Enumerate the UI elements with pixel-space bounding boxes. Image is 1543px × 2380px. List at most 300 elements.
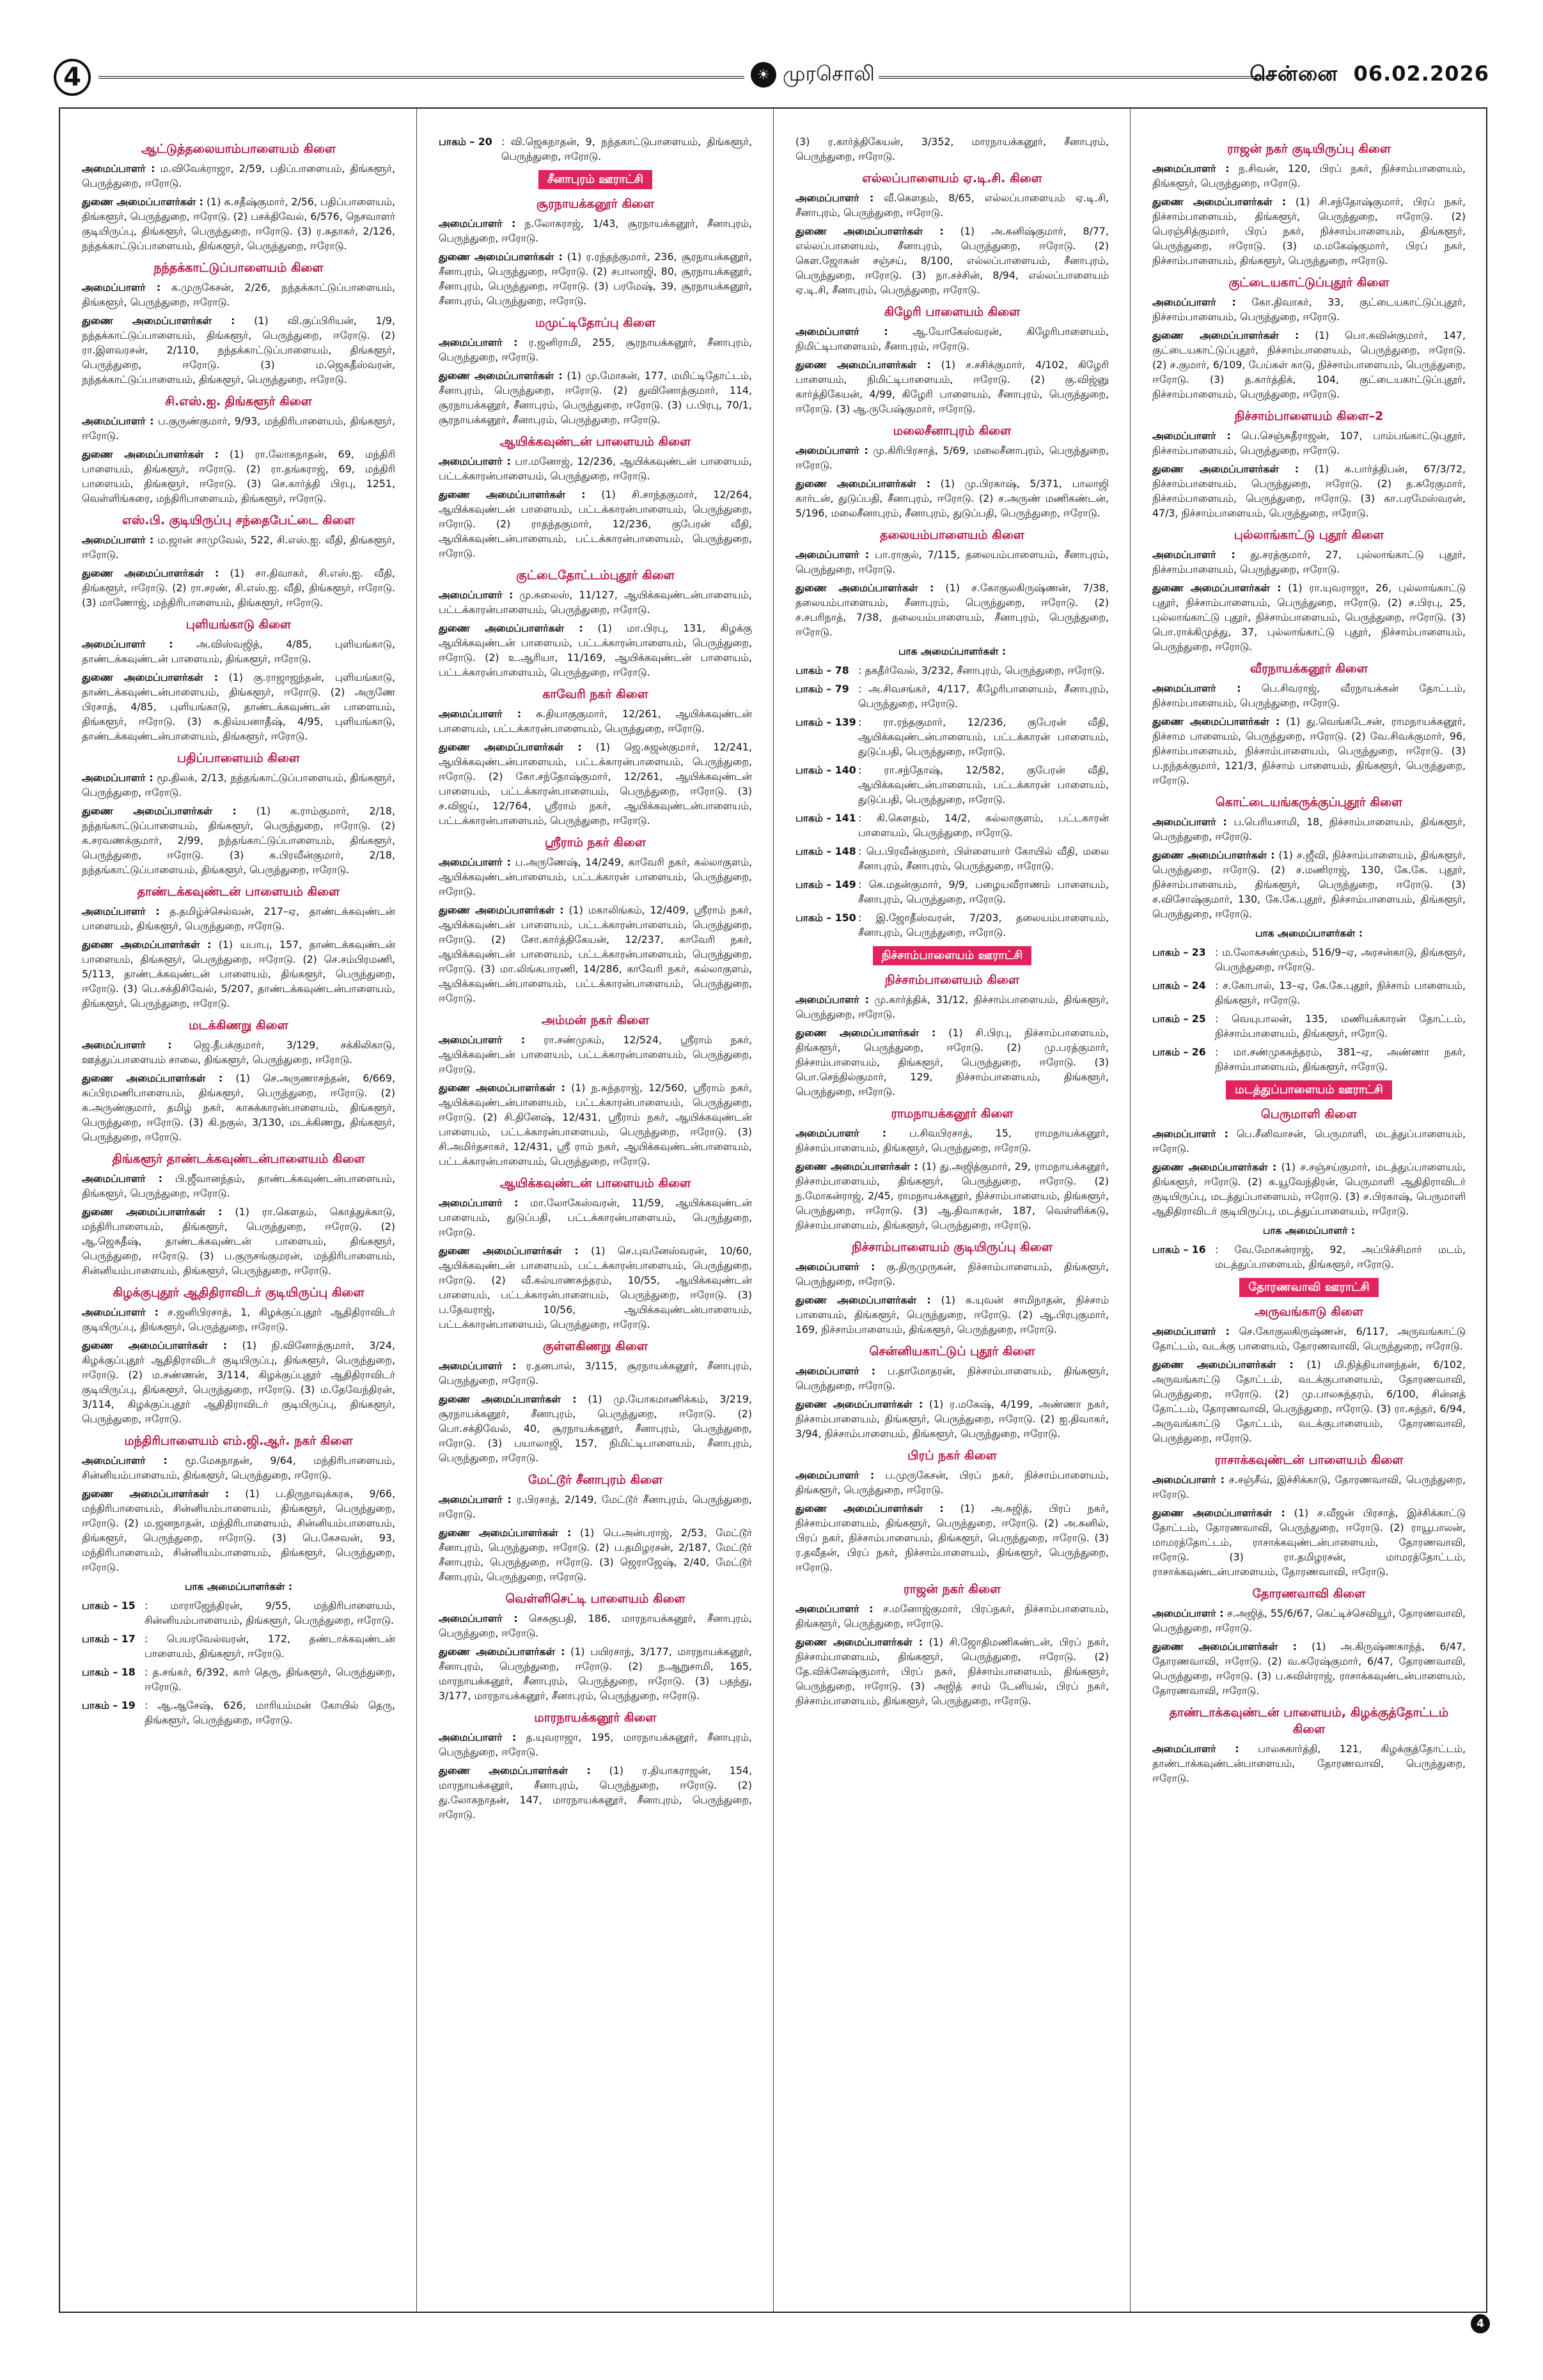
member-details: மு.கிரிபிரசாத், 5/69, மலைசீனாபுரம், பெருந்துறை, ஈரோடு. — [795, 444, 1109, 471]
member-entry — [795, 1364, 1109, 1393]
role-label: அமைப்பாளர் : — [82, 415, 154, 427]
branch-heading: எல்லப்பாளையம் ஏ.டி.சி. கிளை — [862, 171, 1042, 185]
member-details: மூ.திலக், 2/13, நந்தங்காட்டுப்பாளையம், திங்களூர், பெருந்துறை, ஈரோடு. — [82, 772, 395, 798]
role-label: அமைப்பாளர் : — [795, 1127, 887, 1139]
member-entry — [439, 855, 752, 899]
member-details: (1) க.பார்த்திபன், 67/3/72, நிச்சாம்பாளையம், பெருந்துறை, ஈரோடு. (2) த.சுரேகுமார், நிச்சாம்பாளையம், பெருந்துறை, ஈரோடு. (3) கா.பரமேஸ்வரன், 47/3, நிச்சாம்பாளையம், பெருந்துறை, ஈரோடு. — [1152, 463, 1466, 519]
branch-heading: ஆயிக்கவுண்டன் பாளையம் கிளை — [499, 1176, 691, 1190]
role-label: அமைப்பாளர் : — [795, 1603, 873, 1615]
member-details: பெ.செஞ்சுதீராஜன், 107, பாம்பங்காட்டுபுதூர், நிச்சாம்பாளையம், பெருந்துறை, ஈரோடு. — [1152, 430, 1466, 456]
member-details: (1) மு.யோகமாணிக்கம், 3/219, சூரநாயக்கனூர், சீனாபுரம், பெருந்துறை, ஈரோடு. (2) பொ.சக்திவேல், 40, சூரநாயக்கனூர், சீனாபுரம், பெருந்துறை, ஈரோடு. (3) பயாலாஜி, 157, நிமிட்டிபாளையம், சீனாபுரம், பெருந்துறை, ஈரோடு. — [439, 1393, 752, 1464]
date: 06.02.2026 — [1353, 61, 1489, 86]
member-entry — [439, 740, 752, 828]
member-details: ப.சிவபிரசாத், 15, ராமநாயக்கனூர், நிச்சாம்பாளையம், திங்களூர், பெருந்துறை, ஈரோடு. — [795, 1127, 1109, 1154]
member-details: (1) ச.சஞ்சய்குமார், மடத்துப்பாளையம், திங்களூர், ஈரோடு. (2) க.யூவேந்திரன், பெருமாளி ஆதிதிராவிடர் குடியிருப்பு, மடத்துப்பாளையம், ஈரோடு. (3) ச.பிரகாஷ், பெருமாளி ஆதிதிராவிடர் குடியிருப்பு, மடத்துப்பாளையம், ஈரோடு. — [1152, 1161, 1466, 1217]
member-details: ம.ஜான் சாமுவேல், 522, சி.எஸ்.ஐ. வீதி, திங்களூர், ஈரோடு. — [82, 534, 395, 561]
booth-label: பாகம் – 150 — [795, 912, 856, 924]
booth-label: பாகம் – 148 — [795, 845, 856, 857]
member-details: (1) சி.சந்தோஷ்குமார், பிரப் நகர், நிச்சாம்பாளையம், திங்களூர், பெருந்துறை, ஈரோடு. (2) பெரஞ்சித்குமார், பிரப் நகர், நிச்சாம்பாளையம், திங்களூர், பெருந்துறை, ஈரோடு. (3) ம.மகேஷ்குமார், பிரப் நகர், நிச்சாம்பாளையம், திங்களூர், பெருந்துறை, ஈரோடு. — [1152, 196, 1466, 267]
member-entry — [82, 533, 395, 562]
member-details: ஆ.யோகேஸ்வரன், கிழேரிபாளையம், நிமிட்டிபாளையம், சீனாபுரம், ஈரோடு. — [795, 325, 1109, 352]
branch-heading: சூரநாயக்கனூர் கிளை — [536, 197, 655, 211]
member-details: (1) நி.வினோத்குமார், 3/24, கிழக்குப்புதூர் ஆதிதிராவிடர் குடியிருப்பு, திங்களூர், பெருந்துறை, ஈரோடு. (2) ம.சண்ணன், 3/114, கிழக்குப்புதூர் ஆதிதிராவிடர் குடியிருப்பு, திங்களூர், பெருந்துறை, ஈரோடு. (3) ம.தேவேந்திரன், 3/114, கிழக்குப்புதூர் ஆதிதிராவிடர் குடியிருப்பு, திங்களூர், பெருந்துறை, ஈரோடு. — [82, 1339, 395, 1425]
member-entry — [795, 224, 1109, 297]
member-entry — [1152, 328, 1466, 401]
masthead — [54, 59, 1489, 98]
member-details: மு.கார்த்திக், 31/12, நிச்சாம்பாளையம், திங்களூர், பெருந்துறை, ஈரோடு. — [795, 993, 1109, 1020]
member-entry — [1152, 1741, 1466, 1785]
role-label: துணை அமைப்பாளர்கள் : — [795, 1398, 923, 1410]
role-label: அமைப்பாளர் : — [439, 336, 518, 348]
member-entry — [1152, 1472, 1466, 1502]
booth-detail: : வி.ஜெகநாதன், 9, நந்தகாட்டுபாளையம், திங்களூர், பெருந்துறை, ஈரோடு. — [501, 136, 752, 162]
member-details: ச.சஞ்சீவ், இச்சிக்காடு, தோரணவாவி, பெருந்துறை, ஈரோடு. — [1152, 1474, 1466, 1500]
role-label: துணை அமைப்பாளர்கள் : — [795, 478, 931, 490]
member-entry — [795, 1397, 1109, 1441]
member-details: பெ.சிவராஜ், வீரநாயக்கன் தோட்டம், நிச்சாம்பாளையம், பெருந்துறை, ஈரோடு. — [1152, 682, 1466, 709]
section-subheading: பாக அமைப்பாளர்கள் : — [1255, 928, 1363, 939]
member-entry — [439, 1611, 752, 1640]
branch-heading: ஸ்ரீராம் நகர் கிளை — [545, 836, 646, 850]
member-entry — [439, 706, 752, 736]
member-details: (1) து.வெங்கடேசன், ராமநாயக்கனூர், நிச்சாம பாளையம், பெருந்துறை, ஈரோடு. (2) வே.சிவக்குமார், 96, நிச்சாம்பாளையம், நிச்சாம்பாளையம், பெருந்துறை, ஈரோடு. (3) ப.நந்தக்குமார், 121/3, நிச்சாம் பாளையம், திங்களூர், பெருந்துறை, ஈரோடு. — [1152, 715, 1466, 786]
role-label: அமைப்பாளர் : — [795, 993, 869, 1006]
role-label: துணை அமைப்பாளர்கள் : — [795, 359, 931, 371]
panchayat-title: மடத்துப்பாளையம் ஊராட்சி — [1226, 1080, 1392, 1100]
member-entry — [795, 1126, 1109, 1155]
member-details: (1) சா.திவாகர், சி.எஸ்.ஐ. வீதி, திங்களூர், ஈரோடு. (2) ரா.சரண், சி.எஸ்.ஐ. வீதி, திங்களூர், ஈரோடு. (3) மாணோஜ், மந்திரிபாளையம், திங்களூர், ஈரோடு. — [82, 567, 395, 609]
member-details: (1) சி.பிரபு, நிச்சாம்பாளையம், திங்களூர், பெருந்துறை, ஈரோடு. (2) மு.பரத்குமார், நிச்சாம்பாளையம், திங்களூர், பெருந்துறை, ஈரோடு. (3) பொ.செந்தில்குமார், 129, நிச்சாம்பாளையம், திங்களூர், பெருந்துறை, ஈரோடு. — [795, 1027, 1109, 1098]
booth-detail: : ஆ.ஆசேஷ், 626, மாரியம்மன் கோயில் தெரு, திங்களூர், பெருந்துறை, ஈரோடு. — [145, 1699, 395, 1726]
member-details: ப.தாமோதரன், நிச்சாம்பாளையம், திங்களூர், பெருந்துறை, ஈரோடு. — [795, 1365, 1109, 1392]
booth-detail: : தகதீர்வேல், 3/232, சீனாபுரம், பெருந்துறை, ஈரோடு. — [858, 664, 1105, 676]
role-label: துணை அமைப்பாளர்கள் : — [1152, 1507, 1285, 1519]
role-label: அமைப்பாளர் : — [82, 772, 153, 784]
role-label: துணை அமைப்பாளர்கள் : — [82, 448, 219, 460]
booth-label: பாகம் – 25 — [1152, 1013, 1206, 1025]
branch-heading: குள்ளகிணறு கிளை — [543, 1339, 648, 1353]
member-entry — [1152, 714, 1466, 788]
page-number-badge: 4 — [54, 59, 91, 96]
member-details: (1) ப.திருநாவுக்கரசு, 9/66, மந்திரிபாளையம், சின்னியம்பாளையம், திங்களூர், பெருந்துறை, ஈரோடு. (2) ம.ஜனநாதன், மந்திரிபாளையம், சின்னியம்பாளையம், திங்களூர், பெருந்துறை, ஈரோடு. (3) பெ.கேசவன், 93, மந்திரிபாளையம், சின்னியம்பாளையம், திங்களூர், பெருந்துறை, ஈரோடு. — [82, 1488, 396, 1573]
member-entry — [439, 335, 752, 364]
booth-label: பாகம் – 78 — [795, 664, 849, 676]
member-entry — [795, 324, 1109, 354]
booth-detail: : ரா.ரந்தகுமார், 12/236, குபேரன் வீதி, ஆயிக்கவுண்டன்பாளையம், பட்டக்காரன் பாளையம், துடுப்பதி, பெருந்துறை, ஈரோடு. — [858, 716, 1109, 758]
member-entry — [1152, 1357, 1466, 1445]
member-entry — [82, 194, 395, 253]
role-label: அமைப்பாளர் : — [795, 1365, 876, 1377]
member-entry — [82, 280, 395, 309]
member-entry — [439, 1392, 752, 1465]
booth-detail: : த.சங்கர், 6/392, கார் தெரு, திங்களூர், பெருந்துறை, ஈரோடு. — [145, 1666, 395, 1693]
role-label: துணை அமைப்பாளர்கள் : — [439, 1082, 565, 1094]
role-label: அமைப்பாளர் : — [795, 192, 874, 204]
role-label: துணை அமைப்பாளர்கள் : — [795, 1502, 944, 1514]
member-entry — [439, 903, 752, 1006]
member-details: து.சரத்குமார், 27, புல்லாங்காட்டு புதூர், நிச்சாம்பாளையம், பெருந்துறை, ஈரோடு. — [1152, 548, 1466, 575]
member-details: (1) க.சதீஷ்குமார், 2/56, பதிப்பாளையம், திங்களூர், பெருந்துறை, ஈரோடு. (2) பசக்திவேல், 6/576, நெசவாளர் குடியிருப்பு, திங்களூர், பெருந்துறை, ஈரோடு. (3) ர.சுதாகர், 2/126, நந்தக்காட்டுப்பாளையம், திங்களூர், பெருந்துறை, ஈரோடு. — [82, 196, 395, 252]
branch-heading: அம்மன் நகர் கிளை — [541, 1013, 650, 1027]
member-details: மு.சுலைஸ், 11/127, ஆயிக்கவுண்டன்பாளையம், பட்டக்காரன்பாளையம், பெருந்துறை, ஈரோடு. — [439, 589, 753, 616]
branch-heading: ராமநாயக்கனூர் கிளை — [891, 1107, 1014, 1121]
booth-detail: : கெ.மதன்குமார், 9/9, பழையவீராணம் பாளையம், சீனாபுரம், பெருந்துறை, ஈரோடு. — [858, 878, 1109, 905]
booth-label: பாகம் – 140 — [795, 764, 856, 776]
member-entry — [82, 1204, 395, 1278]
booth-detail: : மா.சண்முகசுந்தரம், 381–ஏ, அண்ணா நகர், நிச்சாம்பாளையம், திங்களூர், ஈரோடு. — [1215, 1046, 1466, 1073]
member-entry — [82, 1038, 395, 1067]
role-label: அமைப்பாளர் : — [439, 1360, 517, 1372]
member-entry — [439, 1032, 752, 1077]
panchayat-title: சீனாபுரம் ஊராட்சி — [538, 170, 652, 189]
member-details: கோ.திவாகர், 33, குட்டையகாட்டுப்புதூர், நிச்சாம்பாளையம், பெருந்துறை, ஈரோடு. — [1152, 296, 1466, 323]
member-entry — [1152, 1160, 1466, 1218]
member-entry — [795, 580, 1109, 639]
member-entry — [82, 804, 395, 877]
booth-label: பாகம் – 23 — [1152, 946, 1206, 958]
paper-logo — [751, 61, 875, 88]
role-label: துணை அமைப்பாளர்கள் : — [82, 196, 203, 208]
member-entry — [82, 637, 395, 666]
member-details: ப.அருணேஷ், 14/249, காவேரி நகர், கல்லாகுளம், ஆயிக்கவுண்டன்பாளையம், பட்டக்காரன் பாளையம், பெருந்துறை, ஈரோடு. — [439, 856, 752, 898]
branch-heading: மமுட்டிதோப்பு கிளை — [535, 316, 655, 330]
branch-heading: ஆயிக்கவுண்டன் பாளையம் கிளை — [499, 435, 691, 449]
member-details: த.யுவராஜா, 195, மாரநாயக்கனூர், சீனாபுரம், பெருந்துறை, ஈரோடு. — [439, 1731, 752, 1758]
role-label: அமைப்பாளர் : — [82, 1172, 163, 1185]
column-divider — [416, 109, 417, 2312]
member-details: (1) ஜெ.சுஜன்குமார், 12/241, ஆயிக்கவுண்டன்பாளையம், பட்டக்காரன்பாளையம், பெருந்துறை, ஈரோடு. (2) கோ.சந்தோஷ்குமார், 12/261, ஆயிக்கவுண்டன் பாளையம், பட்டக்காரன்பாளையம், பெருந்துறை, ஈரோடு. (3) ச.விஜய், 12/764, ஸ்ரீராம் நகர், ஆயிக்கவுண்டன்பாளையம், பட்டக்காரன்பாளையம், பெருந்துறை, ஈரோடு. — [439, 741, 752, 827]
member-entry — [795, 191, 1109, 220]
member-entry — [439, 1730, 752, 1759]
member-details: ரா.சண்முகம், 12/524, ஸ்ரீராம் நகர், ஆயிக்கவுண்டன் பாளையம், பட்டக்காரன்பாளையம், பெருந்துறை, ஈரோடு. — [439, 1034, 752, 1075]
member-entry — [439, 1080, 752, 1169]
role-label: துணை அமைப்பாளர்கள் : — [439, 369, 563, 382]
role-label: துணை அமைப்பாளர்கள் : — [439, 1645, 565, 1658]
role-label: அமைப்பாளர் : — [795, 1261, 875, 1273]
booth-row — [1152, 1045, 1466, 1074]
member-entry — [1152, 194, 1466, 268]
branch-heading: தலையம்பாளையம் கிளை — [880, 528, 1024, 542]
member-entry — [1152, 848, 1466, 921]
role-label: அமைப்பாளர் : — [439, 1612, 518, 1624]
role-label: அமைப்பாளர் : — [1152, 1607, 1224, 1619]
member-entry — [82, 1071, 395, 1144]
member-entry — [439, 587, 752, 617]
member-details: (1) ர.ரந்தந்குமார், 236, சூரநாயக்கனூர், சீனாபுரம், பெருந்துறை, ஈரோடு. (2) சபாலாஜி, 80, சூரநாயக்கனூர், சீனாபுரம், பெருந்துறை, ஈரோடு. (3) பரமேஷ், 39, சூரநாயக்கனூர், சீனாபுரம், பெருந்துறை, ஈரோடு. — [439, 251, 752, 307]
role-label: துணை அமைப்பாளர்கள் : — [1152, 329, 1299, 341]
member-details: பி.ஜீவானந்தம், தாண்டக்கவுண்டன்பாளையம், திங்களூர், பெருந்துறை, ஈரோடு. — [82, 1172, 395, 1199]
role-label: அமைப்பாளர் : — [82, 1039, 172, 1051]
booth-row — [1152, 1011, 1466, 1041]
role-label: அமைப்பாளர் : — [1152, 682, 1241, 694]
member-details: (1) க.ராம்குமார், 2/18, நந்தங்காட்டுப்பாளையம், திங்களூர், பெருந்துறை, ஈரோடு. (2) க.சரவணக்குமார், 2/99, நந்தங்காட்டுப்பாளையம், திங்களூர், பெருந்துறை, ஈரோடு. (3) க.பிரவீன்குமார், 2/18, நந்தங்காட்டுப்பாளையம், திங்களூர், பெருந்துறை, ஈரோடு. — [82, 805, 395, 876]
booth-label: பாகம் – 79 — [795, 683, 849, 695]
member-entry — [1152, 1505, 1466, 1579]
booth-detail: : பெயரவேல்வரன், 172, தண்டாக்கவுண்டன் பாளையம், திங்களூர், ஈரோடு. — [145, 1633, 395, 1660]
role-label: அமைப்பாளர் : — [439, 589, 513, 601]
branch-heading: நிச்சாம்பாளையம் கிளை–2 — [1234, 409, 1384, 423]
role-label: துணை அமைப்பாளர்கள் : — [82, 1488, 230, 1500]
member-details: ப.பெரியசாமி, 18, நிச்சாம்பாளையம், திங்களூர், பெருந்துறை, ஈரோடு. — [1152, 816, 1466, 843]
member-details: (1) பயிரசாந், 3/177, மாரநாயக்கனூர், சீனாபுரம், பெருந்துறை, ஈரோடு. (2) ந.ஆறுசாமி, 165, மாரநாயக்கனூர், சீனாபுரம், பெருந்துறை, ஈரோடு. (3) பதந்து, 3/177, மாரநாயக்கனூர், சீனாபுரம், பெருந்துறை, ஈரோடு. — [439, 1645, 752, 1702]
role-label: துணை அமைப்பாளர்கள் : — [82, 567, 219, 579]
role-label: அமைப்பாளர் : — [795, 1469, 875, 1481]
member-details: (1) மி.நித்தியானந்தன், 6/102, அருவங்காட்டு தோட்டம், வடக்குபாளையம், தோரணவாவி, பெருந்துறை, ஈரோடு. (2) மு.பாலசுந்தரம், 6/100, சின்னத் தோட்டம், தோரணவாவி, பெருந்துறை, ஈரோடு. (3) ரா.சுந்தர், 6/94, அருவங்காட்டு தோட்டம், வடக்குபாளையம், தோரணவாவி, பெருந்துறை, ஈரோடு. — [1152, 1358, 1466, 1444]
member-entry — [439, 1644, 752, 1703]
role-label: அமைப்பாளர் : — [795, 548, 870, 561]
member-entry — [1152, 1639, 1466, 1698]
role-label: துணை அமைப்பாளர்கள் : — [795, 582, 934, 594]
booth-detail: : ச.கோபால், 13–ஏ, கே.கே.புதூர், நிச்சாம் பாளையம், திங்களூர், ஈரோடு. — [1215, 979, 1466, 1006]
branch-heading: பெருமாளி கிளை — [1260, 1107, 1358, 1121]
member-entry — [82, 161, 395, 191]
member-entry — [1152, 814, 1466, 844]
role-label: அமைப்பாளர் : — [1152, 816, 1227, 828]
role-label: துணை அமைப்பாளர்கள் : — [795, 225, 944, 237]
role-label: துணை அமைப்பாளர்கள் : — [795, 1160, 918, 1172]
booth-detail: : கி.கௌதம், 14/2, கல்லாகுளம், பட்டகாரன் பாளையம், பெருந்துறை, ஈரோடு. — [858, 812, 1109, 839]
branch-heading: ராஜன் நகர் குடியிருப்பு கிளை — [1226, 142, 1391, 156]
panchayat-title: தோரணவாவி ஊராட்சி — [1239, 1278, 1378, 1297]
booth-row — [82, 1665, 395, 1694]
member-details: (1) மு.பிரகாஷ், 5/371, பாலாஜி கார்டன், துடுப்பதி, சீனாபுரம், ஈரோடு. (2) ச.அருண் மணிகண்டன், 5/196, மலைசீனாபுரம், சீனாபுரம், துடுப்பதி, பெருந்துறை, ஈரோடு. — [795, 478, 1109, 519]
member-details: (1) க.யுவன் சாமிநாதன், நிச்சாம் பாளையம், திங்களூர், பெருந்துறை, ஈரோடு. (2) ஆ.பிரபுகுமார், 169, நிச்சாம்பாளையம், திங்களூர், பெருந்துறை, ஈரோடு. — [795, 1294, 1109, 1335]
role-label: அமைப்பாளர் : — [439, 708, 522, 720]
member-details: ஜெ.தீபக்குமார், 3/129, சக்கிலிகாடு, ஊத்துப்பாளையம் சாலை, திங்களூர், பெருந்துறை, ஈரோடு. — [82, 1039, 395, 1066]
member-details: (1) மகாலிங்கம், 12/409, ஸ்ரீராம் நகர், ஆயிக்கவுண்டன் பாளையம், பட்டக்காரன்பாளையம், பெருந்துறை, ஈரோடு. (2) சோ.கார்த்திகேயன், 12/237, காவேரி நகர், ஆயிக்கவுண்டன் பாளையம், பட்டக்காரன்பாளையம், பெருந்துறை, ஈரோடு. (3) மா.லிங்கபாரணி, 14/286, காவேரி நகர், கல்லாகுளம், ஆயிக்கவுண்டன்பாளையம், பட்டக்காரன்பாளையம், பெருந்துறை, ஈரோடு. — [439, 904, 752, 1004]
branch-heading: பிரப் நகர் கிளை — [907, 1449, 997, 1463]
member-entry — [439, 216, 752, 245]
member-entry — [82, 566, 395, 610]
branch-heading: நந்தக்காட்டுப்பாளையம் கிளை — [153, 261, 324, 275]
role-label: துணை அமைப்பாளர்கள் : — [439, 1764, 591, 1777]
booth-label: பாகம் – 15 — [82, 1599, 136, 1612]
member-details: (1) செ.அருணாசந்தன், 6/669, சுப்பிரமணிபாளையம், திங்களூர், பெருந்துறை, ஈரோடு. (2) க.அருண்குமார், தமிழ் நகர், காசுக்காரன்பாளையம், திங்களூர், பெருந்துறை, ஈரோடு. (3) கி.நகுல், 3/130, மடக்கிணறு, திங்களூர், பெருந்துறை, ஈரோடு. — [82, 1072, 395, 1143]
member-entry — [439, 454, 752, 483]
city: சென்னை — [1249, 61, 1338, 86]
role-label: அமைப்பாளர் : — [439, 856, 511, 868]
member-details: அ.விஸ்வஜித், 4/85, புளியங்காடு, தாண்டக்கவுண்டன் பாளையம், திங்களூர், ஈரோடு. — [82, 638, 395, 665]
role-label: துணை அமைப்பாளர்கள் : — [1152, 196, 1287, 208]
branch-heading: தோரணவாவி கிளை — [1252, 1587, 1366, 1601]
role-label: அமைப்பாளர் : — [1152, 296, 1236, 308]
booth-row — [795, 715, 1109, 759]
role-label: துணை அமைப்பாளர்கள் : — [439, 622, 583, 634]
branch-heading: சென்னியகாட்டுப் புதூர் கிளை — [869, 1344, 1035, 1358]
member-details: ர.தனபால், 3/115, சூரநாயக்கனூர், சீனாபுரம், பெருந்துறை, ஈரோடு. — [439, 1360, 752, 1387]
role-label: அமைப்பாளர் : — [795, 325, 888, 338]
role-label: அமைப்பாளர் : — [1152, 1325, 1230, 1337]
member-entry — [1152, 1606, 1466, 1635]
member-entry — [82, 904, 395, 933]
member-entry — [439, 1358, 752, 1388]
booth-row — [795, 877, 1109, 906]
booth-row — [1152, 945, 1466, 974]
booth-detail: : இ.ஜோதீஸ்வரன், 7/203, தலையம்பாளையம், சீனாபுரம், பெருந்துறை, ஈரோடு. — [858, 912, 1109, 938]
booth-detail: : வெயுபாலன், 135, மணியக்காரன் தோட்டம், நிச்சாம்பாளையம், திங்களூர், ஈரோடு. — [1215, 1013, 1466, 1039]
panchayat-banner — [1152, 1080, 1466, 1100]
member-details: ச.ஜனிபிரசாத், 1, கிழக்குப்புதூர் ஆதிதிராவிடர் குடியிருப்பு, திங்களூர், பெருந்துறை, ஈரோடு. — [82, 1306, 395, 1333]
member-entry — [1152, 681, 1466, 710]
role-label: துணை அமைப்பாளர்கள் : — [795, 1027, 936, 1039]
section-subheading: பாக அமைப்பாளர்கள் : — [184, 1581, 293, 1592]
member-entry — [82, 1453, 395, 1482]
member-entry — [795, 1259, 1109, 1289]
member-entry — [439, 621, 752, 680]
role-label: துணை அமைப்பாளர்கள் : — [439, 741, 582, 753]
branch-heading: அருவங்காடு கிளை — [1255, 1305, 1363, 1319]
role-label: அமைப்பாளர் : — [82, 162, 155, 175]
booth-detail: : ரா.சந்தோஷ், 12/582, குபேரன் வீதி, ஆயிக்கவுண்டன்பாளையம், பட்டக்காரன் பாளையம், துடுப்பதி, பெருந்துறை, ஈரோடு. — [858, 764, 1109, 805]
member-entry — [82, 670, 395, 743]
role-label: அமைப்பாளர் : — [1152, 1743, 1239, 1755]
member-details: (1) ரா.யுவராஜா, 26, புல்லாங்காட்டு புதூர், நிச்சாம்பாளையம், பெருந்துறை, ஈரோடு. (2) ச.பிரபு, 25, புல்லாங்காட்டு புதூர், நிச்சாம்பாளையம், பெருந்துறை, ஈரோடு. (3) பொ.ராக்கிமுத்து, 37, புல்லாங்காட்டு புதூர், நிச்சாம்பாளையம், பெருந்துறை, ஈரோடு. — [1152, 582, 1466, 653]
member-details: (1) அ.சுஜித், பிரப் நகர், நிச்சாம்பாளையம், திங்களூர், பெருந்துறை, ஈரோடு. (2) அ.சுனில், பிரப் நகர், நிச்சாம்பாளையம், திங்களூர், பெருந்துறை, ஈரோடு. (3) ர.தவீதன், பிரப் நகர், நிச்சாம்பாளையம், திங்களூர், பெருந்துறை, ஈரோடு. — [795, 1502, 1109, 1573]
booth-row — [795, 763, 1109, 807]
branch-heading: தாண்டக்கவுண்டன் பாளையம் கிளை — [137, 885, 340, 899]
member-entry — [795, 1601, 1109, 1631]
booth-detail: : பெ.பிரவீன்குமார், பிள்ளையார் கோயில் வீதி, மலை சீனாபுரம், சீனாபுரம், பெருந்துறை, ஈரோடு. — [858, 845, 1109, 872]
member-entry — [439, 1525, 752, 1584]
paper-name: முரசொலி — [783, 61, 875, 86]
branch-heading: ஆட்டுத்தலையாம்பாளையம் கிளை — [141, 142, 336, 156]
member-entry — [1152, 295, 1466, 324]
role-label: அமைப்பாளர் : — [439, 1197, 519, 1209]
branch-heading: வீரநாயக்கனூர் கிளை — [1249, 662, 1368, 676]
role-label: அமைப்பாளர் : — [1152, 162, 1230, 175]
city-date — [1249, 61, 1489, 88]
member-details: (1) சி.ஜோதிமணிகண்டன், பிரப் நகர், நிச்சாம்பாளையம், திங்களூர், பெருந்துறை, ஈரோடு. (2) தே.விக்னேஷ்குமார், பிரப் நகர், நிச்சாம்பாளையம், திங்களூர், பெருந்துறை, ஈரோடு. (3) அஜித் சாம் டேனியல், பிரப் நகர், நிச்சாம்பாளையம், திங்களூர், பெருந்துறை, ஈரோடு. — [795, 1636, 1109, 1707]
role-label: துணை அமைப்பாளர்கள் : — [82, 805, 237, 817]
column-3 — [785, 110, 1119, 2310]
role-label: துணை அமைப்பாளர்கள் : — [1152, 1358, 1294, 1371]
role-label: துணை அமைப்பாளர்கள் : — [439, 251, 563, 263]
member-entry — [795, 1293, 1109, 1337]
branch-heading: குட்டையகாட்டுப்புதூர் கிளை — [1228, 276, 1390, 290]
booth-detail: : ம.லோகசண்முகம், 516/9–ஏ, அரசன்காடு, திங்களூர், பெருந்துறை, ஈரோடு. — [1215, 946, 1466, 973]
member-entry — [82, 313, 395, 387]
branch-heading: ராசாக்கவுண்டன் பாளையம் கிளை — [1214, 1453, 1404, 1467]
member-entry — [82, 447, 395, 506]
member-details: ச.அஜித், 55/6/67, கெட்டிச்செவியூர், தோரணவாவி, பெருந்துறை, ஈரோடு. — [1152, 1607, 1466, 1634]
member-entry — [795, 1159, 1109, 1233]
role-label: துணை அமைப்பாளர்கள் : — [1152, 849, 1275, 861]
member-details: (1) வி.குப்பிரியன், 1/9, நந்தக்காட்டுப்பாளையம், திங்களூர், பெருந்துறை, ஈரோடு. (2) ரா.இளவரசன், 2/110, நந்தக்காட்டுப்பாளையம், திங்களூர், பெருந்துறை, ஈரோடு. (3) ம.ஜெகதீஸ்வரன், நந்தக்காட்டுப்பாளையம், திங்களூர், பெருந்துறை, ஈரோடு. — [82, 315, 395, 385]
member-entry — [1152, 428, 1466, 458]
member-details: (1) ச.கோகுலகிருஷ்ணன், 7/38, தலையம்பாளையம், சீனாபுரம், பெருந்துறை, ஈரோடு. (2) ச.சபரிநாத், 7/38, தலையம்பாளையம், சீனாபுரம், பெருந்துறை, ஈரோடு. — [795, 582, 1109, 638]
member-entry — [795, 443, 1109, 472]
member-details: ச.மனோஜ்குமார், பிரப்நகர், நிச்சாம்பாளையம், திங்களூர், பெருந்துறை, ஈரோடு. — [795, 1603, 1109, 1629]
member-entry — [1152, 1324, 1466, 1353]
role-label: அமைப்பாளர் : — [439, 455, 511, 467]
branch-heading: புளியங்காடு கிளை — [185, 618, 292, 632]
masthead-rule-right — [879, 76, 1275, 79]
column-divider — [773, 109, 774, 2312]
booth-label: பாகம் – 17 — [82, 1633, 136, 1645]
role-label: அமைப்பாளர் : — [82, 281, 161, 293]
role-label: அமைப்பாளர் : — [439, 1493, 512, 1505]
member-entry — [82, 414, 395, 443]
panchayat-banner — [439, 170, 752, 189]
column-4 — [1142, 110, 1476, 2310]
role-label: அமைப்பாளர் : — [82, 905, 160, 917]
member-entry — [1152, 462, 1466, 520]
member-details: (1) யபாபு, 157, தாண்டக்கவுண்டன் பாளையம், திங்களூர், பெருந்துறை, ஈரோடு. (2) செ.சம்பிரமணி, 5/113, தாண்டக்கவுண்டன் பாளையம், திங்களூர், பெருந்துறை, ஈரோடு. (3) பெ.சக்திசிவேல், 5/207, தாண்டக்கவுண்டன்பாளையம், திங்களூர், பெருந்துறை, ஈரோடு. — [82, 938, 395, 1009]
branch-heading: புல்லாங்காட்டு புதூர் கிளை — [1234, 528, 1384, 542]
member-entry — [439, 1492, 752, 1521]
branch-heading: கிழக்குபுதூர் ஆதிதிராவிடர் குடியிருப்பு கிளை — [113, 1286, 364, 1300]
role-label: அமைப்பாளர் : — [1152, 430, 1231, 442]
role-label: துணை அமைப்பாளர்கள் : — [1152, 582, 1281, 594]
booth-detail: : வே.மோகன்ராஜ், 92, அப்பிச்சிமார் மடம், மடத்துப்பாளையம், திங்களூர், ஈரோடு. — [1215, 1243, 1466, 1270]
member-details: ம.விவேக்ராஜா, 2/59, பதிப்பாளையம், திங்களூர், பெருந்துறை, ஈரோடு. — [82, 162, 395, 189]
member-details: பா.ராகுல், 7/115, தலையம்பாளையம், சீனாபுரம், பெருந்துறை, ஈரோடு. — [795, 548, 1109, 575]
member-entry — [795, 1468, 1109, 1497]
role-label: அமைப்பாளர் : — [795, 444, 868, 456]
branch-heading: பதிப்பாளையம் கிளை — [177, 751, 300, 765]
member-details: (1) ரா.லோகநாதன், 69, மந்திரி பாளையம், திங்களூர், ஈரோடு. (2) ரா.தங்கராஜ், 69, மந்திரி பாளையம், திங்களூர், ஈரோடு. (3) செ.கார்த்தி பிரபு, 1251, வெள்ளிங்கரை, மந்திரிபாளையம், திங்களூர், ஈரோடு. — [82, 448, 395, 504]
member-details: (1) ர.தியாகராஜன், 154, மாரநாயக்கனூர், சீனாபுரம், பெருந்துறை, ஈரோடு. (2) து.லோகநாதன், 147, மாரநாயக்கனூர், சீனாபுரம், பெருந்துறை, ஈரோடு. — [439, 1764, 752, 1821]
member-entry — [82, 1305, 395, 1334]
panchayat-title: நிச்சாம்பாளையம் ஊராட்சி — [873, 946, 1032, 965]
member-entry — [795, 134, 1109, 164]
panchayat-banner — [795, 946, 1109, 965]
booth-label: பாகம் – 149 — [795, 878, 856, 891]
role-label: துணை அமைப்பாளர்கள் : — [1152, 463, 1299, 475]
column-2 — [428, 110, 762, 2310]
branch-heading: மந்திரிபாளையம் எம்.ஜி.ஆர். நகர் கிளை — [124, 1434, 353, 1448]
member-entry — [1152, 580, 1466, 654]
role-label: துணை அமைப்பாளர்கள் : — [82, 1339, 228, 1351]
booth-row — [795, 663, 1109, 678]
booth-label: பாகம் – 19 — [82, 1699, 136, 1711]
member-details: (1) மு.மோகன், 177, மமிட்டிதோட்டம், சீனாபுரம், பெருந்துறை, ஈரோடு. (2) துவினோத்குமார், 114, சூரநாயக்கனூர், சீனாபுரம், பெருந்துறை, ஈரோடு. (3) ப.பிரபு, 70/1, சூரநாயக்கனூர், சீனாபுரம், பெருந்துறை, ஈரோடு. — [439, 369, 752, 426]
member-entry — [795, 992, 1109, 1022]
member-details: (1) ந.சுந்தராஜ், 12/560, ஸ்ரீராம் நகர், ஆயிக்கவுண்டன்பாளையம், பட்டக்காரன்பாளையம், பெருந்துறை, ஈரோடு. (2) சி.தினேஷ், 12/431, ஸ்ரீராம் நகர், ஆயிக்கவுண்டன் பாளையம், பட்டக்காரன்பாளையம், பெருந்துறை, ஈரோடு. (3) சி.அமிர்தசாகர், 12/431, ஸ்ரீ ராம் நகர், ஆயிக்கவுண்டன்பாளையம், பட்டக்காரன்பாளையம், பெருந்துறை, ஈரோடு. — [439, 1082, 752, 1167]
member-details: (1) ச.ஜீவி, நிச்சாம்பாளையம், திங்களூர், பெருந்துறை, ஈரோடு. (2) ச.மணிராஜ், 130, கே.கே. புதூர், நிச்சாம்பாளையம், திங்களூர், பெருந்துறை, ஈரோடு. (3) ச.விசோஷ்குமார், 130, கே.கே.புதூர், நிச்சாம்பாளையம், திங்களூர், பெருந்துறை, ஈரோடு. — [1152, 849, 1466, 920]
member-details: (1) அ.கனிஷ்குமார், 8/77, எல்லப்பாளையம், சீனாபுரம், பெருந்துறை, ஈரோடு. (2) கௌ.ஜோகன் சஞ்சய், 8/100, எல்லப்பாளையம், சீனாபுரம், பெருந்துறை, ஈரோடு. (3) நா.சச்சின், 8/94, எல்லப்பாளையம் ஏ.டி.சி, சீனாபுரம், பெருந்துறை, ஈரோடு. — [795, 225, 1109, 296]
member-details: (1) மா.பிரபு, 131, கிழக்கு ஆயிக்கவுண்டன் பாளையம், பட்டக்காரன்பாளையம், பெருந்துறை, ஈரோடு. (2) உ.ஆரியா, 11/169, ஆயிக்கவுண்டன் பாளையம், பட்டக்காரன்பாளையம், பெருந்துறை, ஈரோடு. — [439, 622, 752, 678]
booth-row — [795, 910, 1109, 940]
role-label: அமைப்பாளர் : — [82, 534, 154, 546]
member-entry — [82, 937, 395, 1011]
member-details: ப.முருகேசன், பிரப் நகர், நிச்சாம்பாளையம், திங்களூர், பெருந்துறை, ஈரோடு. — [795, 1469, 1109, 1496]
member-entry — [795, 1501, 1109, 1575]
booth-row — [795, 844, 1109, 873]
branch-heading: தாண்டாக்கவுண்டன் பாளையம், கிழக்குத்தோட்டம் கிளை — [1169, 1706, 1449, 1736]
member-entry — [82, 1338, 395, 1426]
role-label: அமைப்பாளர் : — [439, 1731, 517, 1743]
booth-row — [795, 681, 1109, 711]
role-label: துணை அமைப்பாளர்கள் : — [439, 1393, 577, 1405]
member-details: மா.லோகேஸ்வரன், 11/59, ஆயிக்கவுண்டன் பாளையம், துடுப்பதி, பட்டக்காரன்பாளையம், பெருந்துறை, ஈரோடு. — [439, 1197, 752, 1238]
role-label: துணை அமைப்பாளர்கள் : — [82, 938, 212, 951]
role-label: அமைப்பாளர் : — [1152, 548, 1235, 561]
member-details: த.தமிழ்ச்செல்வன், 217–ஏ, தாண்டக்கவுண்டன் பாளையம், திங்களூர், பெருந்துறை, ஈரோடு. — [82, 905, 395, 932]
member-details: (1) செ.புவனேஸ்வரன், 10/60, ஆயிக்கவுண்டன் பாளையம், பட்டக்காரன்பாளையம், பெருந்துறை, ஈரோடு. (2) வீ.கல்யாணசுந்தரம், 10/55, ஆயிக்கவுண்டன் பாளையம், பட்டக்காரன்பாளையம், பெருந்துறை, ஈரோடு. (3) ப.தேவராஜ், 10/56, ஆயிக்கவுண்டன்பாளையம், பட்டக்காரன்பாளையம், பெருந்துறை, ஈரோடு. — [439, 1245, 752, 1330]
role-label: துணை அமைப்பாளர்கள் : — [795, 1636, 923, 1648]
panchayat-banner — [1152, 1278, 1466, 1297]
column-divider — [1130, 109, 1131, 2312]
role-label: துணை அமைப்பாளர்கள் : — [439, 1527, 572, 1539]
branch-heading: காவேரி நகர் கிளை — [542, 687, 648, 701]
role-label: அமைப்பாளர் : — [82, 638, 173, 650]
member-entry — [795, 1025, 1109, 1099]
role-label: அமைப்பாளர் : — [1152, 1128, 1228, 1140]
member-entry — [1152, 547, 1466, 577]
booth-label: பாகம் – 24 — [1152, 979, 1206, 992]
member-details: (1) ச.வீஜன் பிரசாத், இச்சிக்காட்டு தோட்டம், தோரணவாவி, பெருந்துறை, ஈரோடு. (2) ராயூபாலன், மாமரத்தோட்டம், ராசாக்கவுண்டன்பாளையம், தோரணவாவி, ஈரோடு. (3) ரா.தமிழரசன், மாமரத்தோட்டம், ராசாக்கவுண்டன்பாளையம், தோரணவாவி, ஈரோடு. — [1152, 1507, 1466, 1578]
